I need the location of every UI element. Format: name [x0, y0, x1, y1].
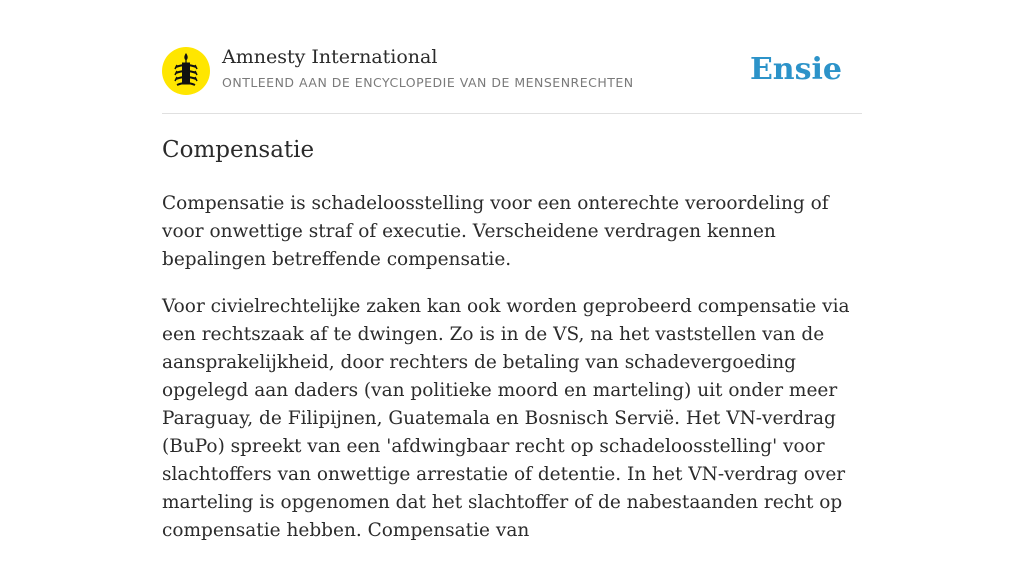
header-divider	[162, 113, 862, 114]
candle-barbed-wire-icon	[162, 47, 210, 95]
article-paragraph: Compensatie is schadeloosstelling voor een onterechte veroordeling of voor onwettige straf of executie. Verscheidene verdragen kennen bepalingen betreffende compensatie.	[162, 193, 829, 270]
brand-subtitle: ONTLEEND AAN DE ENCYCLOPEDIE VAN DE MENSENRECHTEN	[222, 75, 634, 90]
header	[162, 46, 862, 96]
article-title: Compensatie	[162, 137, 315, 163]
ensie-logo[interactable]: Ensie	[749, 52, 842, 87]
brand-title[interactable]: Amnesty International	[222, 46, 438, 68]
article-paragraph: Voor civielrechtelijke zaken kan ook worden geprobeerd compensatie via een rechtszaak af te dwingen. Zo is in de VS, na het vaststellen van de aansprakelijkheid, door rechters de betaling van schadevergoeding opgelegd aan daders (van politieke moord en marteling) uit onder meer Paraguay, de Filipijnen, Guatemala en Bosnisch Servië. Het VN-verdrag (BuPo) spreekt van een 'afdwingbaar recht op schadeloosstelling' voor slachtoffers van onwettige arrestatie of detentie. In het VN-verdrag over marteling is opgenomen dat het slachtoffer of de nabestaanden recht op compensatie hebben. Compensatie van	[162, 296, 850, 541]
amnesty-logo[interactable]	[162, 47, 210, 95]
article-body	[162, 190, 868, 564]
